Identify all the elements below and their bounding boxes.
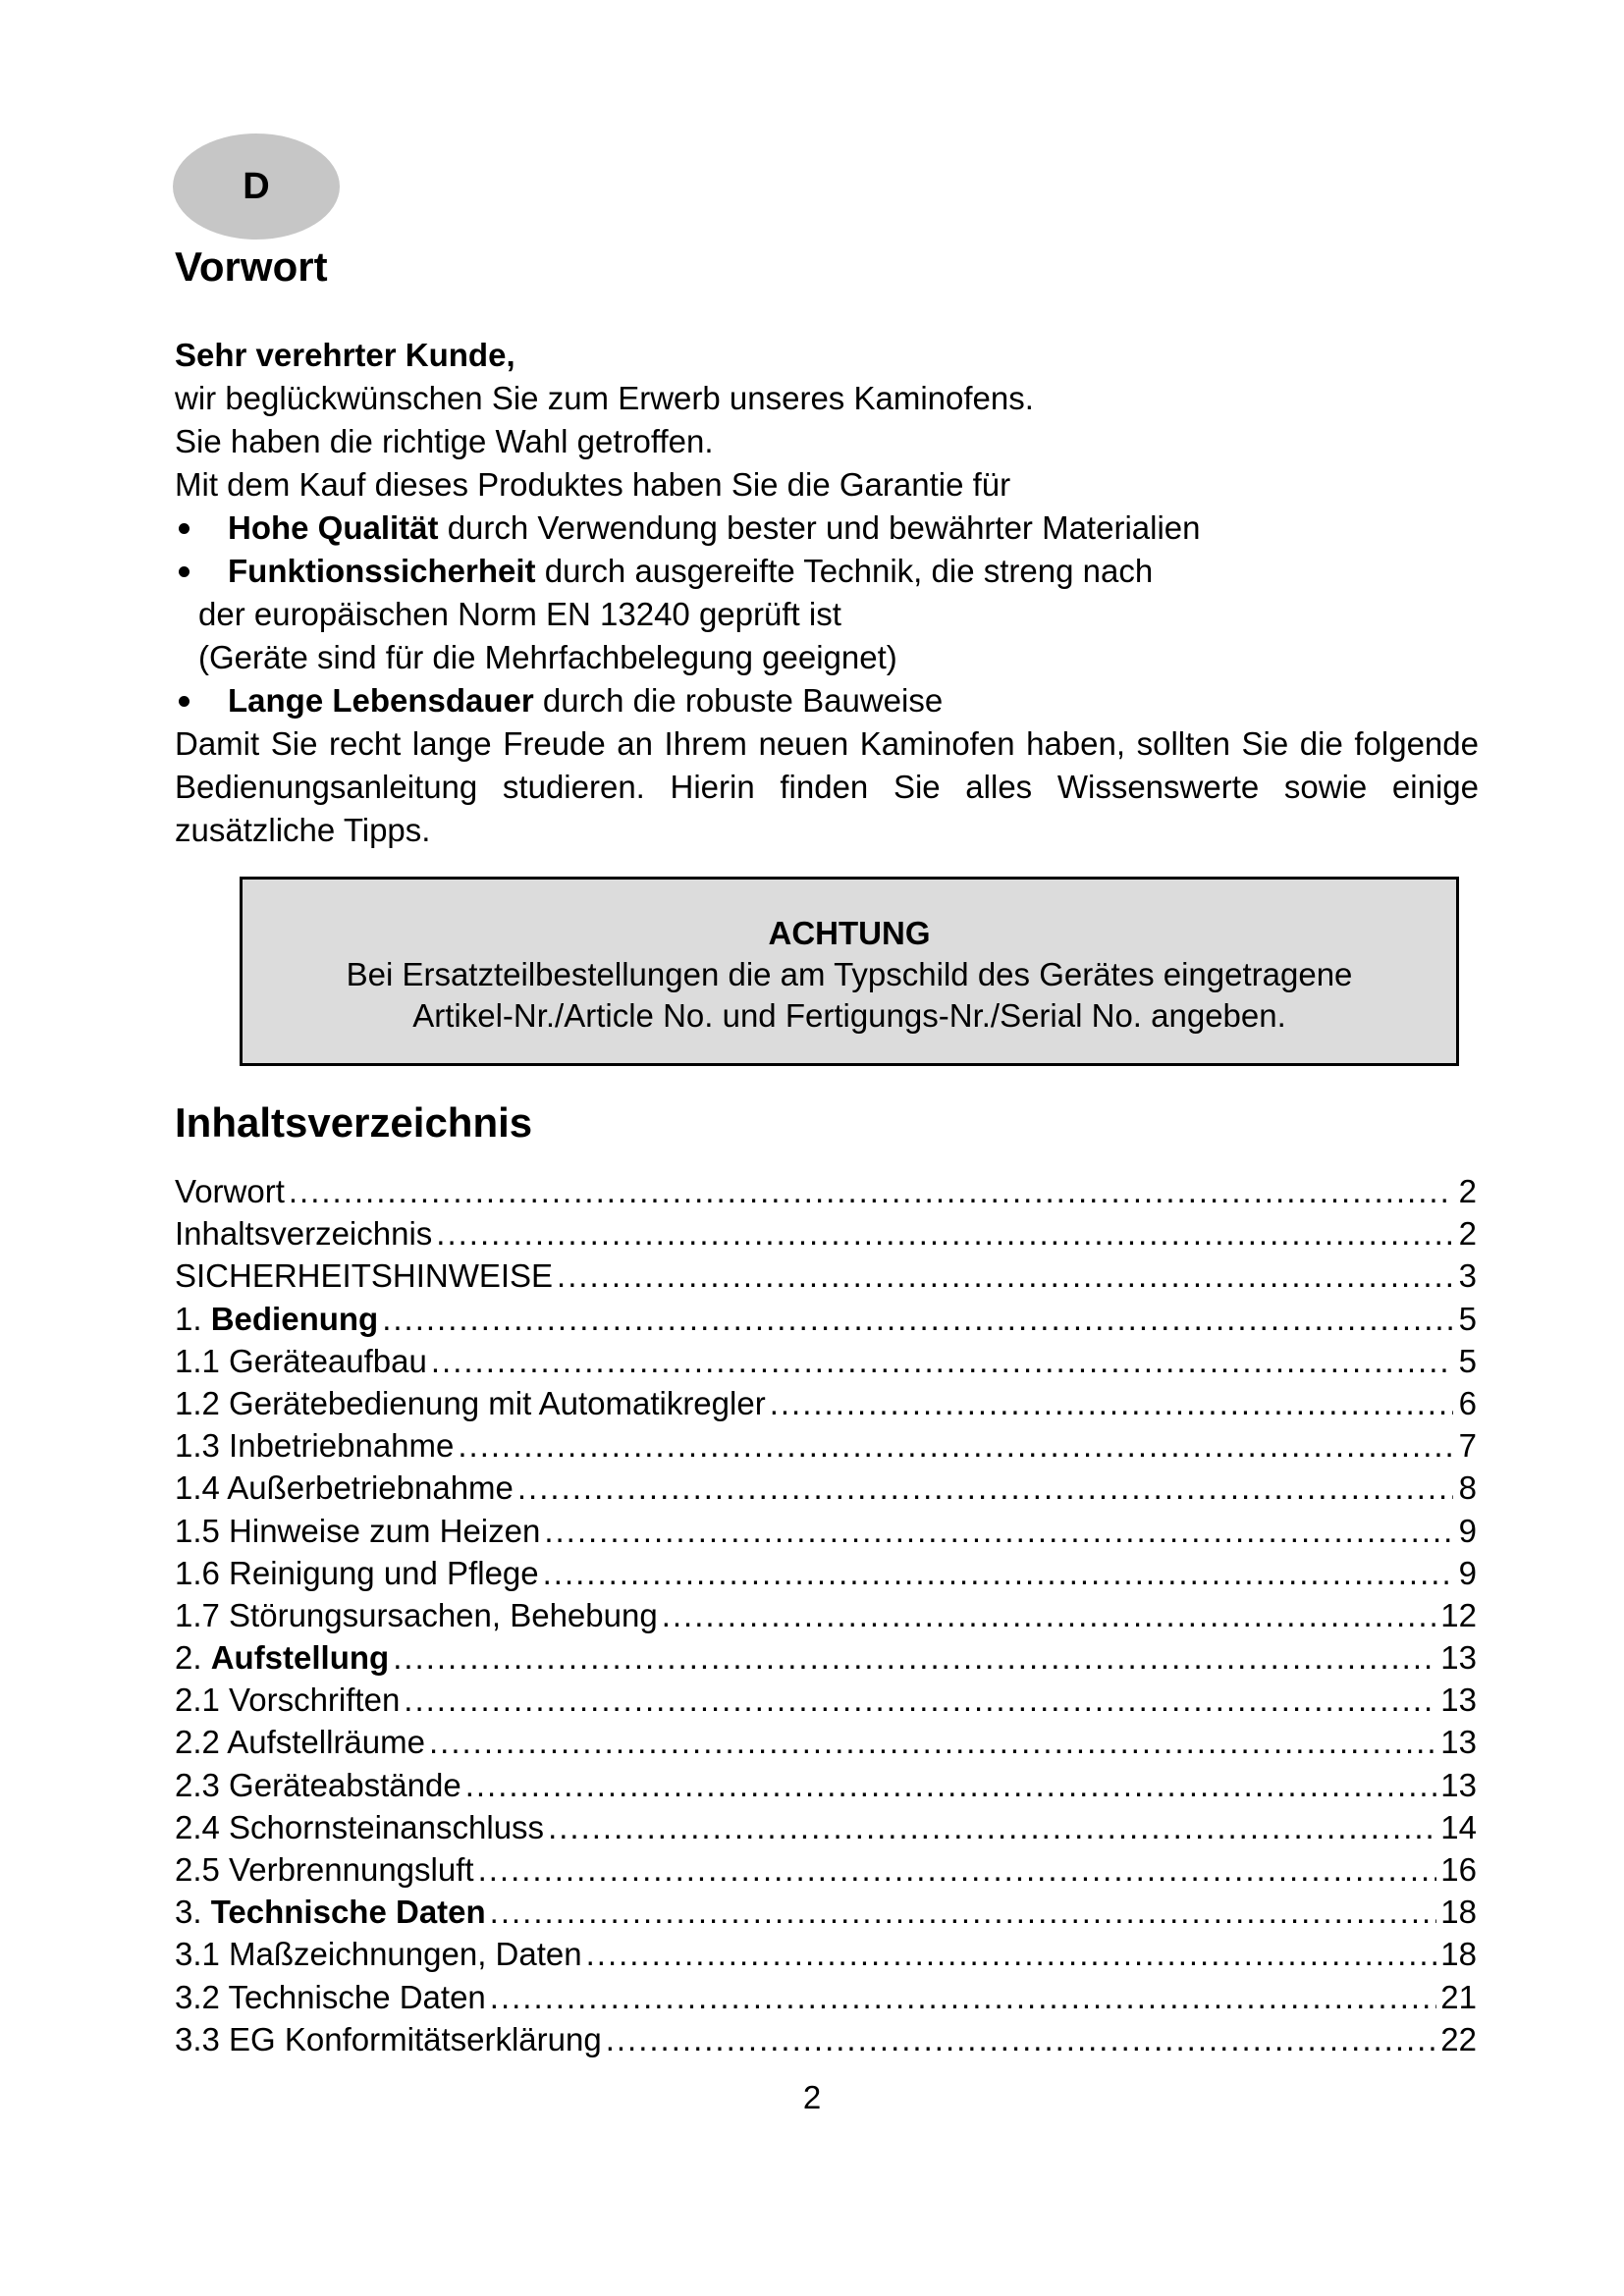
toc-entry[interactable] xyxy=(175,1340,1477,1382)
bullet-icon xyxy=(179,696,189,707)
toc-entry[interactable] xyxy=(175,2018,1477,2060)
toc-dot-leader xyxy=(586,1933,1437,1975)
table-of-contents xyxy=(175,1170,1477,2060)
toc-entry-title: SICHERHEITSHINWEISE xyxy=(175,1257,554,1295)
toc-entry-label xyxy=(175,1764,461,1806)
toc-entry[interactable] xyxy=(175,1170,1477,1212)
toc-entry-title: Inhaltsverzeichnis xyxy=(175,1215,433,1253)
toc-entry[interactable] xyxy=(175,1679,1477,1721)
toc-dot-leader xyxy=(289,1170,1453,1212)
toc-entry-title: 3.3 EG Konformitätserklärung xyxy=(175,2020,602,2057)
feature-list xyxy=(175,507,1479,722)
feature-item xyxy=(175,679,1479,722)
toc-entry-label xyxy=(175,1848,474,1891)
toc-page-number: 18 xyxy=(1440,1894,1477,1931)
toc-page-number: 12 xyxy=(1440,1596,1477,1633)
toc-entry-title: Aufstellung xyxy=(210,1639,390,1677)
toc-entry-label xyxy=(175,1255,553,1297)
toc-entry-label xyxy=(175,1170,285,1212)
toc-entry-label xyxy=(175,1806,544,1848)
toc-entry-label xyxy=(175,1510,540,1552)
toc-entry-label xyxy=(175,1636,389,1679)
toc-entry-title: 2.1 Vorschriften xyxy=(175,1682,401,1719)
vorwort-body xyxy=(175,334,1479,852)
toc-entry-title: 1.5 Hinweise zum Heizen xyxy=(175,1512,541,1549)
feature-continuation: der europäischen Norm EN 13240 geprüft ist xyxy=(198,596,841,632)
feature-text: durch ausgereifte Technik, die streng nach xyxy=(535,553,1154,589)
toc-dot-leader xyxy=(436,1212,1453,1255)
feature-continuation: (Geräte sind für die Mehrfachbelegung geeignet) xyxy=(198,639,897,675)
toc-page-number: 2 xyxy=(1458,1215,1477,1253)
greeting: Sehr verehrter Kunde, xyxy=(175,337,515,373)
toc-entry-title: 2.5 Verbrennungsluft xyxy=(175,1851,474,1888)
toc-entry[interactable] xyxy=(175,1594,1477,1636)
toc-dot-leader xyxy=(517,1467,1453,1509)
toc-entry[interactable] xyxy=(175,1806,1477,1848)
toc-entry-label xyxy=(175,1212,432,1255)
toc-dot-leader xyxy=(458,1424,1453,1467)
toc-entry[interactable] xyxy=(175,1255,1477,1297)
toc-page-number: 5 xyxy=(1458,1300,1477,1337)
toc-page-number: 6 xyxy=(1458,1384,1477,1421)
bullet-icon xyxy=(179,523,189,534)
toc-entry[interactable] xyxy=(175,1424,1477,1467)
toc-entry-label xyxy=(175,1382,766,1424)
toc-entry-title: 1.7 Störungsursachen, Behebung xyxy=(175,1596,658,1633)
toc-entry[interactable] xyxy=(175,1467,1477,1509)
language-badge xyxy=(173,133,340,240)
toc-page-number: 21 xyxy=(1440,1978,1477,2015)
toc-entry-label xyxy=(175,1721,425,1763)
toc-page-number: 13 xyxy=(1440,1766,1477,1803)
toc-entry[interactable] xyxy=(175,1764,1477,1806)
toc-page-number: 9 xyxy=(1458,1554,1477,1591)
toc-dot-leader xyxy=(557,1255,1453,1297)
toc-entry-number: 3. xyxy=(175,1894,211,1931)
toc-entry-label xyxy=(175,1976,486,2018)
toc-dot-leader xyxy=(490,1976,1437,2018)
toc-entry-label xyxy=(175,1467,514,1509)
toc-page-number: 7 xyxy=(1458,1427,1477,1465)
toc-dot-leader xyxy=(662,1594,1437,1636)
toc-page-number: 9 xyxy=(1458,1512,1477,1549)
toc-entry[interactable] xyxy=(175,1848,1477,1891)
toc-entry-label xyxy=(175,1340,427,1382)
achtung-line: Bei Ersatzteilbestellungen die am Typschild des Gerätes eingetragene xyxy=(346,956,1353,992)
toc-dot-leader xyxy=(429,1721,1436,1763)
feature-title: Hohe Qualität xyxy=(228,509,439,546)
toc-entry-label xyxy=(175,1594,658,1636)
toc-dot-leader xyxy=(431,1340,1453,1382)
vorwort-heading: Vorwort xyxy=(175,243,328,290)
toc-entry[interactable] xyxy=(175,1721,1477,1763)
feature-title: Lange Lebensdauer xyxy=(228,682,534,719)
toc-entry-title: 1.4 Außerbetriebnahme xyxy=(175,1469,514,1507)
toc-dot-leader xyxy=(478,1848,1437,1891)
toc-entry-title: 1.2 Gerätebedienung mit Automatikregler xyxy=(175,1384,766,1421)
toc-entry[interactable] xyxy=(175,1212,1477,1255)
toc-entry[interactable] xyxy=(175,1382,1477,1424)
toc-entry-label xyxy=(175,1933,582,1975)
feature-item xyxy=(175,507,1479,550)
toc-entry-label xyxy=(175,1552,539,1594)
toc-entry[interactable] xyxy=(175,1976,1477,2018)
toc-page-number: 3 xyxy=(1458,1257,1477,1295)
feature-item xyxy=(175,550,1479,679)
intro-line: wir beglückwünschen Sie zum Erwerb unseres Kaminofens. xyxy=(175,380,1034,416)
toc-dot-leader xyxy=(490,1891,1437,1933)
toc-page-number: 18 xyxy=(1440,1936,1477,1973)
toc-entry-title: 1.3 Inbetriebnahme xyxy=(175,1427,455,1465)
toc-entry-label xyxy=(175,1298,378,1340)
toc-page-number: 8 xyxy=(1458,1469,1477,1507)
feature-title: Funktionssicherheit xyxy=(228,553,536,589)
toc-entry-label xyxy=(175,1679,400,1721)
toc-entry-title: Bedienung xyxy=(210,1300,379,1337)
toc-entry[interactable] xyxy=(175,1933,1477,1975)
toc-entry[interactable] xyxy=(175,1552,1477,1594)
toc-entry-title: 2.2 Aufstellräume xyxy=(175,1724,425,1761)
toc-entry-title: Vorwort xyxy=(175,1173,285,1209)
toc-page-number: 13 xyxy=(1440,1724,1477,1761)
toc-dot-leader xyxy=(404,1679,1436,1721)
toc-page-number: 14 xyxy=(1440,1808,1477,1845)
feature-text: durch Verwendung bester und bewährter Materialien xyxy=(438,509,1201,546)
toc-entry-title: 3.1 Maßzeichnungen, Daten xyxy=(175,1936,582,1973)
achtung-line: Artikel-Nr./Article No. und Fertigungs-Nr./Serial No. angeben. xyxy=(412,997,1286,1034)
toc-dot-leader xyxy=(393,1636,1436,1679)
toc-page-number: 2 xyxy=(1458,1173,1477,1209)
toc-entry-number: 1. xyxy=(175,1300,211,1337)
toc-dot-leader xyxy=(543,1552,1453,1594)
toc-entry-number: 2. xyxy=(175,1639,211,1677)
toc-dot-leader xyxy=(770,1382,1453,1424)
toc-dot-leader xyxy=(606,2018,1437,2060)
intro-line: Sie haben die richtige Wahl getroffen. xyxy=(175,423,714,459)
toc-page-number: 16 xyxy=(1440,1851,1477,1888)
feature-text: durch die robuste Bauweise xyxy=(533,682,944,719)
toc-entry-label xyxy=(175,2018,602,2060)
toc-entry-title: Technische Daten xyxy=(210,1894,486,1931)
toc-dot-leader xyxy=(544,1510,1453,1552)
toc-page-number: 13 xyxy=(1440,1639,1477,1677)
toc-entry-title: 1.6 Reinigung und Pflege xyxy=(175,1554,539,1591)
toc-entry[interactable] xyxy=(175,1298,1477,1340)
toc-entry[interactable] xyxy=(175,1636,1477,1679)
toc-entry[interactable] xyxy=(175,1510,1477,1552)
toc-dot-leader xyxy=(382,1298,1453,1340)
achtung-title: ACHTUNG xyxy=(768,915,931,951)
page-number: 2 xyxy=(802,2079,822,2115)
achtung-notice-box xyxy=(240,877,1459,1066)
toc-heading: Inhaltsverzeichnis xyxy=(175,1099,533,1146)
badge-letter: D xyxy=(243,165,270,207)
toc-entry-title: 2.3 Geräteabstände xyxy=(175,1766,461,1803)
toc-dot-leader xyxy=(465,1764,1437,1806)
toc-entry-title: 2.4 Schornsteinanschluss xyxy=(175,1808,545,1845)
toc-entry-label xyxy=(175,1424,454,1467)
toc-page-number: 5 xyxy=(1458,1342,1477,1379)
toc-entry-label xyxy=(175,1891,486,1933)
toc-dot-leader xyxy=(548,1806,1436,1848)
toc-entry-title: 1.1 Geräteaufbau xyxy=(175,1342,427,1379)
toc-entry[interactable] xyxy=(175,1891,1477,1933)
toc-page-number: 13 xyxy=(1440,1682,1477,1719)
toc-page-number: 22 xyxy=(1440,2020,1477,2057)
toc-entry-title: 3.2 Technische Daten xyxy=(175,1978,486,2015)
closing-paragraph: Damit Sie recht lange Freude an Ihrem neuen Kaminofen haben, sollten Sie die folgende Bedienungsanleitung studieren. Hierin finden Sie alles Wissenswerte sowie einige zusätzliche Tipps. xyxy=(175,725,1479,848)
intro-line: Mit dem Kauf dieses Produktes haben Sie die Garantie für xyxy=(175,466,1011,503)
bullet-icon xyxy=(179,566,189,577)
